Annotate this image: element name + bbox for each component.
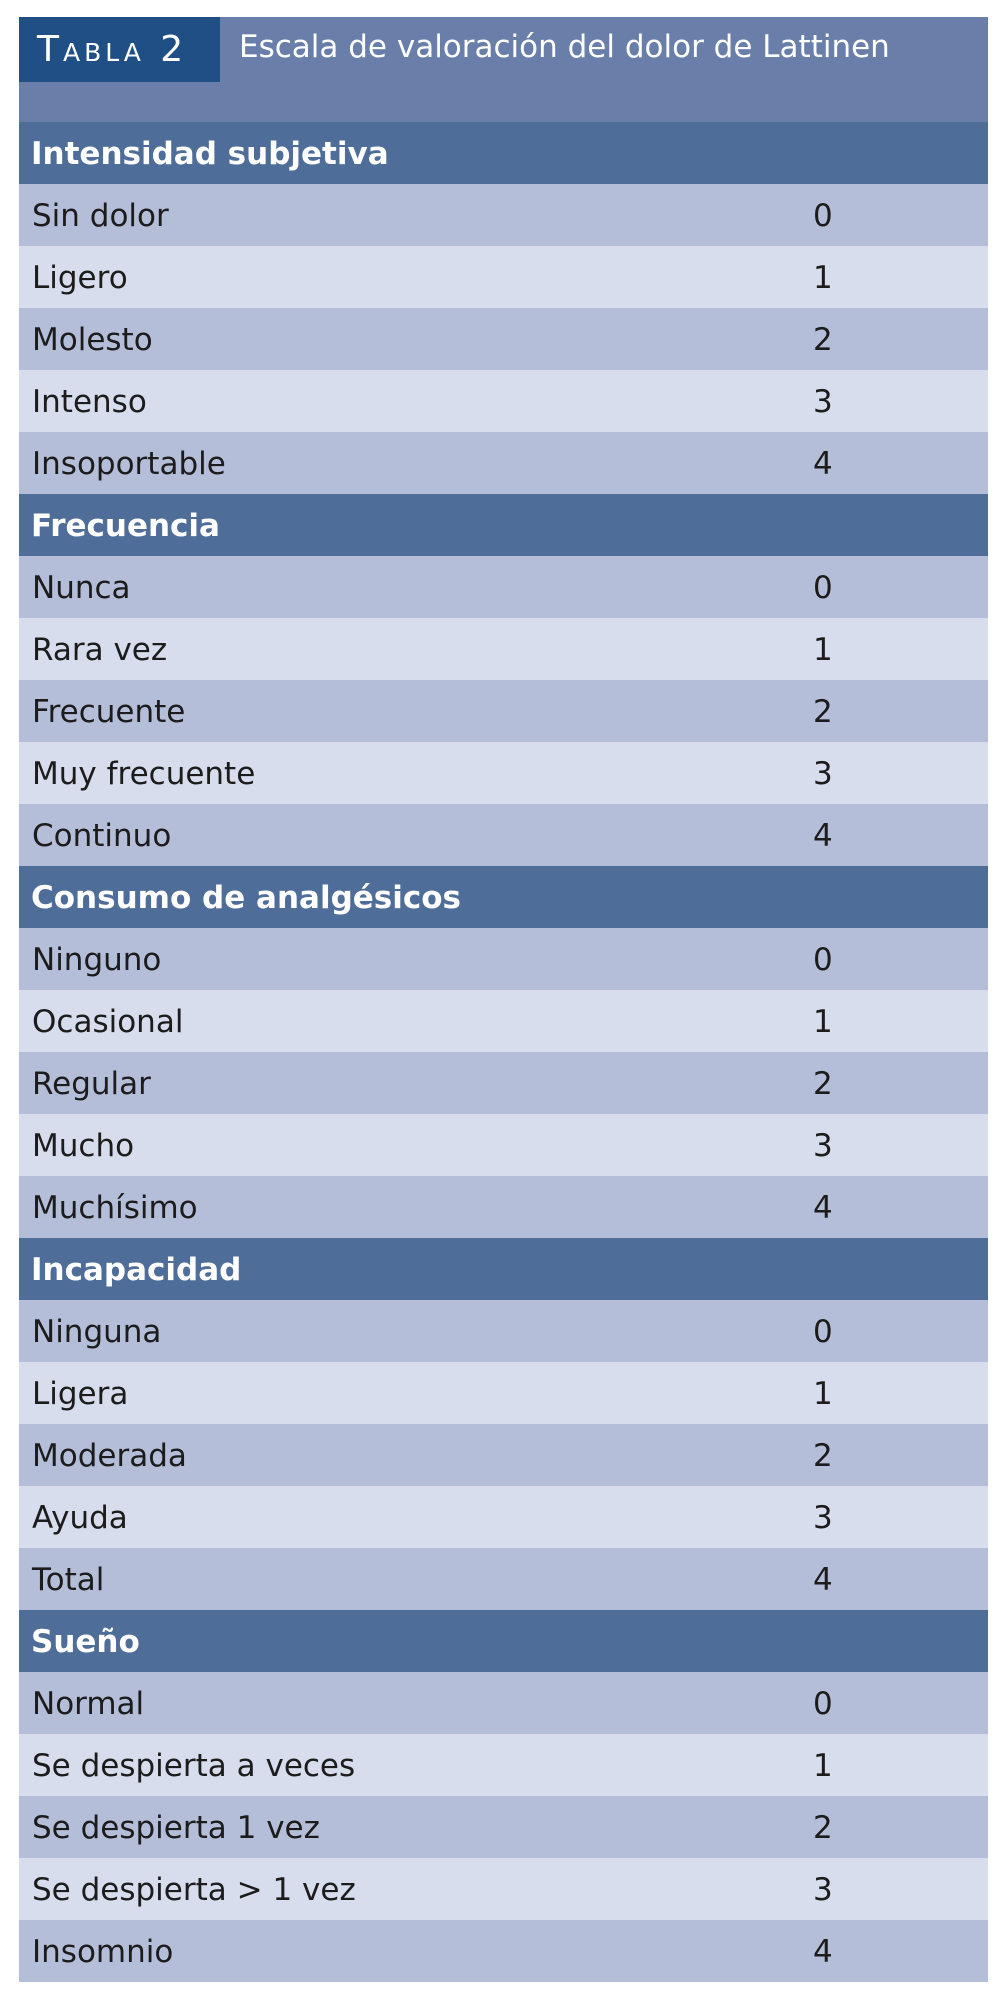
table-row <box>19 804 988 866</box>
row-score: 1 <box>813 1376 833 1412</box>
row-label: Muchísimo <box>32 1190 198 1226</box>
row-score: 1 <box>813 1748 833 1784</box>
row-label: Insoportable <box>32 446 226 482</box>
lattinen-scale-table <box>19 17 988 1982</box>
table-row <box>19 1796 988 1858</box>
table-row <box>19 184 988 246</box>
table-row <box>19 1672 988 1734</box>
table-row <box>19 1052 988 1114</box>
table-row <box>19 928 988 990</box>
row-label: Se despierta > 1 vez <box>32 1872 356 1908</box>
table-row <box>19 1114 988 1176</box>
row-score: 3 <box>813 756 833 792</box>
section-header: Incapacidad <box>19 1238 988 1300</box>
row-score: 4 <box>813 446 833 482</box>
row-score: 3 <box>813 1128 833 1164</box>
row-score: 0 <box>813 1314 833 1350</box>
table-number-tag: Tabla 2 <box>19 17 220 82</box>
row-label: Intenso <box>32 384 147 420</box>
row-score: 3 <box>813 384 833 420</box>
row-label: Se despierta a veces <box>32 1748 356 1784</box>
row-label: Continuo <box>32 818 172 854</box>
row-label: Muy frecuente <box>32 756 256 792</box>
row-score: 4 <box>813 1190 833 1226</box>
row-score: 1 <box>813 260 833 296</box>
row-label: Ninguno <box>32 942 162 978</box>
section-header: Consumo de analgésicos <box>19 866 988 928</box>
table-row <box>19 1424 988 1486</box>
table-row <box>19 680 988 742</box>
row-score: 1 <box>813 632 833 668</box>
row-label: Normal <box>32 1686 145 1722</box>
row-score: 0 <box>813 942 833 978</box>
table-row <box>19 556 988 618</box>
row-score: 2 <box>813 1066 833 1102</box>
table-row <box>19 1920 988 1982</box>
row-label: Rara vez <box>32 632 168 668</box>
row-label: Regular <box>32 1066 151 1102</box>
row-label: Se despierta 1 vez <box>32 1810 320 1846</box>
table-row <box>19 1362 988 1424</box>
table-row <box>19 990 988 1052</box>
row-score: 2 <box>813 694 833 730</box>
table-row <box>19 1486 988 1548</box>
table-row <box>19 1300 988 1362</box>
section-header: Frecuencia <box>19 494 988 556</box>
row-label: Ligero <box>32 260 128 296</box>
table-row <box>19 1734 988 1796</box>
row-label: Ocasional <box>32 1004 184 1040</box>
row-label: Insomnio <box>32 1934 174 1970</box>
row-score: 4 <box>813 1562 833 1598</box>
table-row <box>19 1176 988 1238</box>
table-body <box>19 122 988 1982</box>
row-score: 4 <box>813 1934 833 1970</box>
row-score: 0 <box>813 570 833 606</box>
row-label: Sin dolor <box>32 198 169 234</box>
row-label: Ligera <box>32 1376 129 1412</box>
row-label: Molesto <box>32 322 153 358</box>
table-row <box>19 618 988 680</box>
row-label: Mucho <box>32 1128 135 1164</box>
row-label: Nunca <box>32 570 131 606</box>
table-title: Escala de valoración del dolor de Lattinen <box>239 29 890 65</box>
table-row <box>19 432 988 494</box>
table-row <box>19 246 988 308</box>
table-row <box>19 1858 988 1920</box>
row-score: 0 <box>813 198 833 234</box>
row-score: 2 <box>813 1438 833 1474</box>
table-row <box>19 1548 988 1610</box>
table-row <box>19 742 988 804</box>
row-label: Moderada <box>32 1438 187 1474</box>
row-score: 2 <box>813 322 833 358</box>
row-score: 1 <box>813 1004 833 1040</box>
table-row <box>19 308 988 370</box>
table-row <box>19 370 988 432</box>
row-label: Ninguna <box>32 1314 162 1350</box>
section-header: Intensidad subjetiva <box>19 122 988 184</box>
row-score: 3 <box>813 1872 833 1908</box>
row-score: 3 <box>813 1500 833 1536</box>
row-score: 0 <box>813 1686 833 1722</box>
table-title-bar <box>19 17 988 122</box>
section-header: Sueño <box>19 1610 988 1672</box>
row-score: 2 <box>813 1810 833 1846</box>
row-label: Ayuda <box>32 1500 128 1536</box>
row-label: Total <box>32 1562 105 1598</box>
row-label: Frecuente <box>32 694 186 730</box>
row-score: 4 <box>813 818 833 854</box>
